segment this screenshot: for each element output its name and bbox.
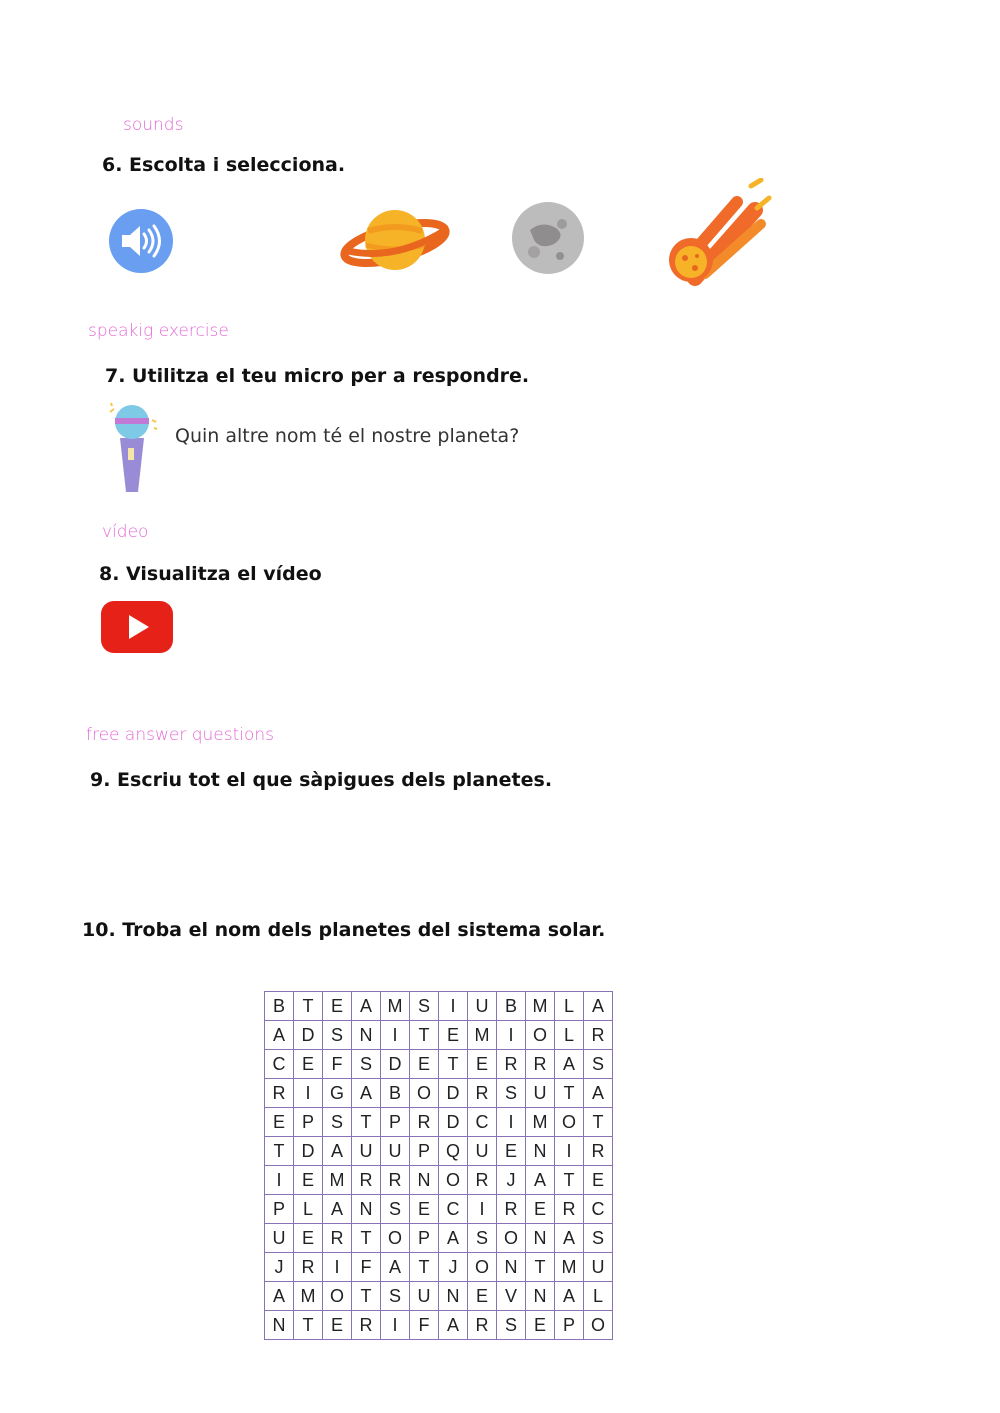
- section6-title: 6. Escolta i selecciona.: [102, 154, 346, 176]
- grid-cell[interactable]: M: [526, 992, 555, 1021]
- grid-cell[interactable]: E: [410, 1050, 439, 1079]
- grid-cell[interactable]: I: [381, 1021, 410, 1050]
- grid-cell[interactable]: S: [323, 1108, 352, 1137]
- grid-cell[interactable]: E: [526, 1195, 555, 1224]
- grid-cell[interactable]: G: [323, 1079, 352, 1108]
- grid-cell[interactable]: T: [294, 992, 323, 1021]
- grid-cell[interactable]: I: [497, 1108, 526, 1137]
- grid-cell[interactable]: O: [410, 1079, 439, 1108]
- grid-row: [265, 1195, 613, 1224]
- grid-cell[interactable]: R: [555, 1195, 584, 1224]
- speaking-prompt: Quin altre nom té el nostre planeta?: [175, 425, 520, 447]
- grid-cell[interactable]: J: [265, 1253, 294, 1282]
- grid-cell[interactable]: E: [294, 1166, 323, 1195]
- grid-cell[interactable]: E: [410, 1195, 439, 1224]
- grid-cell[interactable]: P: [555, 1311, 584, 1340]
- grid-cell[interactable]: T: [294, 1311, 323, 1340]
- grid-cell[interactable]: E: [294, 1224, 323, 1253]
- grid-cell[interactable]: T: [555, 1079, 584, 1108]
- grid-cell[interactable]: N: [526, 1224, 555, 1253]
- grid-cell[interactable]: D: [294, 1137, 323, 1166]
- grid-cell[interactable]: P: [381, 1108, 410, 1137]
- grid-cell[interactable]: E: [294, 1050, 323, 1079]
- grid-cell[interactable]: R: [584, 1137, 613, 1166]
- grid-cell[interactable]: A: [352, 1079, 381, 1108]
- meteor-icon[interactable]: [665, 178, 775, 288]
- grid-cell[interactable]: U: [468, 992, 497, 1021]
- grid-cell[interactable]: I: [381, 1311, 410, 1340]
- grid-cell[interactable]: F: [410, 1311, 439, 1340]
- grid-cell[interactable]: R: [497, 1195, 526, 1224]
- grid-cell[interactable]: S: [352, 1050, 381, 1079]
- grid-cell[interactable]: O: [584, 1311, 613, 1340]
- grid-cell[interactable]: U: [468, 1137, 497, 1166]
- grid-cell[interactable]: T: [555, 1166, 584, 1195]
- grid-cell[interactable]: M: [294, 1282, 323, 1311]
- grid-cell[interactable]: R: [294, 1253, 323, 1282]
- section7-title: 7. Utilitza el teu micro per a respondre.: [105, 365, 530, 387]
- grid-cell[interactable]: C: [439, 1195, 468, 1224]
- grid-cell[interactable]: O: [555, 1108, 584, 1137]
- grid-cell[interactable]: D: [439, 1079, 468, 1108]
- grid-cell[interactable]: P: [410, 1224, 439, 1253]
- grid-cell[interactable]: F: [323, 1050, 352, 1079]
- grid-cell[interactable]: R: [584, 1021, 613, 1050]
- grid-cell[interactable]: T: [352, 1108, 381, 1137]
- word-search-grid: [264, 991, 613, 1340]
- grid-cell[interactable]: Q: [439, 1137, 468, 1166]
- grid-cell[interactable]: R: [352, 1311, 381, 1340]
- grid-cell[interactable]: U: [410, 1282, 439, 1311]
- grid-cell[interactable]: R: [468, 1079, 497, 1108]
- grid-cell[interactable]: V: [497, 1282, 526, 1311]
- grid-cell[interactable]: T: [410, 1021, 439, 1050]
- grid-cell[interactable]: I: [323, 1253, 352, 1282]
- microphone-icon[interactable]: [106, 402, 158, 496]
- grid-cell[interactable]: E: [323, 1311, 352, 1340]
- grid-cell[interactable]: S: [497, 1079, 526, 1108]
- saturn-icon[interactable]: [340, 205, 450, 275]
- grid-cell[interactable]: O: [468, 1253, 497, 1282]
- grid-cell[interactable]: U: [352, 1137, 381, 1166]
- grid-cell[interactable]: T: [265, 1137, 294, 1166]
- grid-row: [265, 1282, 613, 1311]
- grid-cell[interactable]: N: [352, 1021, 381, 1050]
- grid-row: [265, 1079, 613, 1108]
- grid-cell[interactable]: I: [555, 1137, 584, 1166]
- grid-cell[interactable]: E: [323, 992, 352, 1021]
- grid-cell[interactable]: N: [265, 1311, 294, 1340]
- grid-cell[interactable]: D: [439, 1108, 468, 1137]
- grid-row: [265, 1166, 613, 1195]
- grid-cell[interactable]: B: [497, 992, 526, 1021]
- grid-cell[interactable]: A: [555, 1282, 584, 1311]
- grid-cell[interactable]: A: [381, 1253, 410, 1282]
- grid-cell[interactable]: M: [555, 1253, 584, 1282]
- grid-cell[interactable]: U: [381, 1137, 410, 1166]
- grid-row: [265, 1137, 613, 1166]
- grid-row: [265, 1224, 613, 1253]
- grid-cell[interactable]: S: [381, 1282, 410, 1311]
- section10-title: 10. Troba el nom dels planetes del sistema solar.: [82, 919, 606, 941]
- grid-cell[interactable]: L: [294, 1195, 323, 1224]
- section8-tag: vídeo: [102, 522, 149, 542]
- grid-cell[interactable]: A: [265, 1021, 294, 1050]
- grid-cell[interactable]: E: [584, 1166, 613, 1195]
- grid-cell[interactable]: M: [381, 992, 410, 1021]
- grid-cell[interactable]: R: [323, 1224, 352, 1253]
- grid-cell[interactable]: T: [439, 1050, 468, 1079]
- grid-cell[interactable]: R: [410, 1108, 439, 1137]
- section6-tag: sounds: [123, 115, 184, 135]
- grid-cell[interactable]: B: [265, 992, 294, 1021]
- grid-cell[interactable]: R: [265, 1079, 294, 1108]
- grid-cell[interactable]: N: [352, 1195, 381, 1224]
- grid-row: [265, 992, 613, 1021]
- grid-cell[interactable]: A: [584, 1079, 613, 1108]
- grid-cell[interactable]: T: [584, 1108, 613, 1137]
- grid-cell[interactable]: O: [381, 1224, 410, 1253]
- grid-cell[interactable]: P: [410, 1137, 439, 1166]
- grid-cell[interactable]: A: [439, 1311, 468, 1340]
- grid-cell[interactable]: M: [323, 1166, 352, 1195]
- grid-row: [265, 1311, 613, 1340]
- grid-cell[interactable]: P: [265, 1195, 294, 1224]
- grid-cell[interactable]: N: [526, 1282, 555, 1311]
- section8-title: 8. Visualitza el vídeo: [99, 563, 322, 585]
- grid-cell[interactable]: A: [352, 992, 381, 1021]
- grid-cell[interactable]: U: [526, 1079, 555, 1108]
- grid-cell[interactable]: A: [526, 1166, 555, 1195]
- grid-cell[interactable]: T: [352, 1282, 381, 1311]
- grid-cell[interactable]: N: [410, 1166, 439, 1195]
- section7-tag: speakig exercise: [88, 321, 229, 341]
- grid-row: [265, 1253, 613, 1282]
- grid-cell[interactable]: S: [497, 1311, 526, 1340]
- grid-cell[interactable]: F: [352, 1253, 381, 1282]
- grid-cell[interactable]: I: [468, 1195, 497, 1224]
- grid-cell[interactable]: I: [265, 1166, 294, 1195]
- grid-cell[interactable]: U: [584, 1253, 613, 1282]
- grid-cell[interactable]: L: [584, 1282, 613, 1311]
- grid-cell[interactable]: S: [323, 1021, 352, 1050]
- grid-cell[interactable]: L: [555, 1021, 584, 1050]
- grid-cell[interactable]: S: [584, 1050, 613, 1079]
- grid-cell[interactable]: R: [381, 1166, 410, 1195]
- grid-cell[interactable]: R: [526, 1050, 555, 1079]
- grid-cell[interactable]: E: [526, 1311, 555, 1340]
- speaker-icon[interactable]: [108, 208, 174, 274]
- grid-cell[interactable]: A: [555, 1224, 584, 1253]
- grid-cell[interactable]: T: [352, 1224, 381, 1253]
- moon-icon[interactable]: [510, 200, 586, 276]
- grid-cell[interactable]: A: [555, 1050, 584, 1079]
- grid-row: [265, 1050, 613, 1079]
- grid-cell[interactable]: J: [439, 1253, 468, 1282]
- grid-cell[interactable]: S: [410, 992, 439, 1021]
- grid-row: [265, 1021, 613, 1050]
- grid-cell[interactable]: D: [381, 1050, 410, 1079]
- grid-cell[interactable]: A: [439, 1224, 468, 1253]
- grid-cell[interactable]: D: [294, 1021, 323, 1050]
- grid-cell[interactable]: C: [468, 1108, 497, 1137]
- grid-cell[interactable]: S: [468, 1224, 497, 1253]
- grid-cell[interactable]: R: [468, 1311, 497, 1340]
- grid-cell[interactable]: P: [294, 1108, 323, 1137]
- grid-cell[interactable]: N: [497, 1253, 526, 1282]
- grid-cell[interactable]: B: [381, 1079, 410, 1108]
- grid-cell[interactable]: R: [352, 1166, 381, 1195]
- grid-cell[interactable]: A: [323, 1137, 352, 1166]
- grid-cell[interactable]: S: [381, 1195, 410, 1224]
- grid-cell[interactable]: E: [265, 1108, 294, 1137]
- grid-cell[interactable]: A: [584, 992, 613, 1021]
- grid-cell[interactable]: T: [526, 1253, 555, 1282]
- grid-cell[interactable]: T: [410, 1253, 439, 1282]
- grid-cell[interactable]: I: [439, 992, 468, 1021]
- grid-cell[interactable]: M: [526, 1108, 555, 1137]
- grid-cell[interactable]: C: [584, 1195, 613, 1224]
- grid-cell[interactable]: I: [294, 1079, 323, 1108]
- grid-cell[interactable]: M: [468, 1021, 497, 1050]
- grid-cell[interactable]: E: [439, 1021, 468, 1050]
- grid-cell[interactable]: J: [497, 1166, 526, 1195]
- youtube-play-icon[interactable]: [100, 600, 174, 654]
- grid-cell[interactable]: N: [526, 1137, 555, 1166]
- grid-cell[interactable]: L: [555, 992, 584, 1021]
- grid-cell[interactable]: O: [323, 1282, 352, 1311]
- grid-cell[interactable]: O: [497, 1224, 526, 1253]
- grid-row: [265, 1108, 613, 1137]
- grid-cell[interactable]: A: [265, 1282, 294, 1311]
- grid-cell[interactable]: R: [468, 1166, 497, 1195]
- grid-cell[interactable]: I: [497, 1021, 526, 1050]
- grid-cell[interactable]: U: [265, 1224, 294, 1253]
- section9-tag: free answer questions: [86, 725, 275, 745]
- section9-title: 9. Escriu tot el que sàpigues dels planetes.: [90, 769, 553, 791]
- grid-cell[interactable]: O: [526, 1021, 555, 1050]
- grid-cell[interactable]: S: [584, 1224, 613, 1253]
- grid-cell[interactable]: E: [497, 1137, 526, 1166]
- grid-cell[interactable]: C: [265, 1050, 294, 1079]
- grid-cell[interactable]: E: [468, 1282, 497, 1311]
- grid-cell[interactable]: E: [468, 1050, 497, 1079]
- grid-cell[interactable]: O: [439, 1166, 468, 1195]
- grid-cell[interactable]: R: [497, 1050, 526, 1079]
- grid-cell[interactable]: A: [323, 1195, 352, 1224]
- grid-cell[interactable]: N: [439, 1282, 468, 1311]
